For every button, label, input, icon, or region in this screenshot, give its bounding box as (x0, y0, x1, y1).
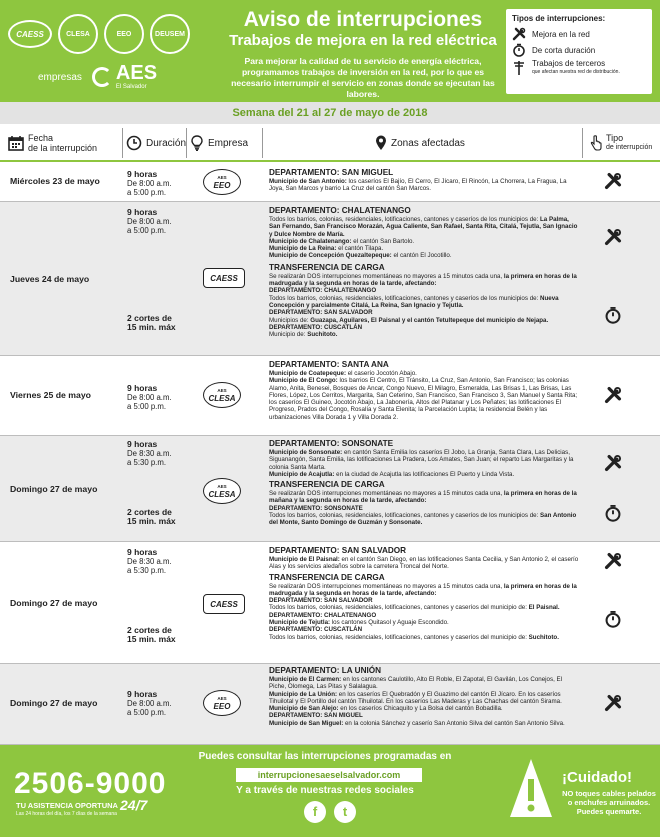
col-tipo: Tipo de interrupción (590, 126, 652, 160)
company-logo: CAESS (203, 268, 245, 288)
hand-point-icon (590, 135, 602, 151)
row-duration: 9 horas De 8:00 a.m. a 5:00 p.m. (127, 689, 172, 717)
tools-icon (604, 552, 622, 570)
affected-zones: DEPARTAMENTO: CHALATENANGO Todos los barrios, colonias, residenciales, lotificaciones, cantones y caseríos de los municipios de: La Palma, San Fernando, San Francisco Morazán, Agua Caliente, San Rafael, Santa Rita, Citalá, Tejutla, San Ignacio y Dulce Nombre de María. Municipio de Chalatenango: el cantón San Bartolo. Municipio de La Reina: el cantón Tilapa. Municipio de Concepción Quezaltepeque: el cantón El Jocotillo. TRANSFERENCIA DE CARGA Se realizarán DOS interrupciones momentáneas no mayores a 15 minutos cada una, la primera en horas de la madrugada y la segunda en horas de la tarde, afectando: DEPARTAMENTO: CHALATENANGO Todos los barrios, colonias, residenciales, lotificaciones, cantones y caseríos de los municipios de: Nueva Concepción y parcialmente Citalá, La Reina, San Ignacio y Tejutla. DEPARTAMENTO: SAN SALVADOR Municipios de: Guazapa, Aguilares, El Paisnal y el cantón Tetultepeque del municipio de Nejapa. DEPARTAMENTO: CUSCATLÁN Municipio de: Suchitoto. (269, 206, 578, 339)
timer-icon (604, 306, 622, 324)
row-short-cuts: 2 cortes de 15 min. máx (127, 313, 176, 332)
legend-item: Mejora en la red (512, 27, 646, 41)
column-divider (186, 128, 187, 158)
table-row (0, 664, 660, 745)
empresas-label: empresas (38, 71, 82, 83)
pole-icon (512, 60, 526, 76)
phone-tagline: TU ASISTENCIA OPORTUNA (16, 801, 118, 810)
timer-icon (604, 504, 622, 522)
warning-icon (508, 757, 554, 819)
timer-icon (512, 43, 526, 57)
company-logo: AES CLESA (203, 478, 241, 504)
intro-text: Para mejorar la calidad de tu servicio de energía eléctrica, programamos trabajos de inversión en la red, por lo que es necesario interrumpir el servicio en zonas donde se ejecutan las labores. (231, 56, 495, 99)
clock-icon (126, 135, 142, 151)
availability-badge: 24/7 (120, 797, 148, 813)
row-duration: 9 horas De 8:00 a.m. a 5:00 p.m. (127, 383, 172, 411)
tools-icon (604, 454, 622, 472)
legend-title: Tipos de interrupciones: (512, 14, 606, 23)
row-duration: 9 horas De 8:00 a.m. a 5:00 p.m. (127, 207, 172, 235)
eeo-logo: EEO (104, 14, 144, 54)
column-divider (582, 128, 583, 158)
caess-logo: CAESS (8, 20, 52, 48)
tools-icon (604, 228, 622, 246)
clesa-logo: CLESA (58, 14, 98, 54)
table-row (0, 436, 660, 542)
warning-title: ¡Cuidado! (562, 769, 632, 786)
interruption-legend (506, 9, 652, 94)
location-pin-icon (375, 135, 387, 151)
column-divider (262, 128, 263, 158)
footer (0, 745, 660, 837)
row-date: Domingo 27 de mayo (10, 698, 98, 708)
tools-icon (604, 172, 622, 190)
twitter-icon[interactable]: t (334, 801, 356, 823)
page-title: Aviso de interrupciones (243, 8, 483, 31)
legend-item: De corta duración (512, 43, 646, 57)
affected-zones: DEPARTAMENTO: SAN MIGUEL Municipio de San Antonio: los caseríos El Bajío, El Cerro, El Jícaro, El Rincón, La Chorrera, La Fragua, La Joya, San Marcos y barrio La Cruz del cantón San Marcos. (269, 168, 567, 193)
affected-zones: DEPARTAMENTO: SAN SALVADOR Municipio de El Paisnal: en el cantón San Diego, en las lotificaciones Santa Cecilia, y San Antonio 2, el caserío Alas y los servicios aledaños sobre la carretera Troncal del Norte. TRANSFERENCIA DE CARGA Se realizarán DOS interrupciones momentáneas no mayores a 15 minutos cada una, la primera en horas de la madrugada y la segunda en horas de la tarde, afectando: DEPARTAMENTO: SAN SALVADOR Todos los barrios, colonias, residenciales, lotificaciones, cantones y caseríos del municipio de: El Paisnal. DEPARTAMENTO: CHALATENANGO Municipio de Tejutla: los cantones Quitasol y Aguaje Escondido. DEPARTAMENTO: CUSCATLÁN Todos los barrios, colonias, residenciales, lotificaciones, cantones y caseríos del municipio de: Suchitoto. (269, 546, 579, 641)
row-duration: 9 horas De 8:00 a.m. a 5:00 p.m. (127, 169, 172, 197)
aes-swirl-icon (92, 67, 112, 87)
legend-item: Trabajos de terceros que afectan nuestra red de distribución. (512, 59, 646, 77)
company-logo: AES EEO (203, 169, 241, 195)
affected-zones: DEPARTAMENTO: LA UNIÓN Municipio de El Carmen: en los cantones Caulotillo, Alto El Roble, El Zapotal, El Gavilán, Los Conejos, El Piche, Olomega, Las Pitas y Salalagua. Municipio de La Unión: en los caseríos El Quebradón y El Guazimo del cantón El Jícaro. En los caseríos Tihuilotal y El Portillo del cantón Tihuilotal. En los caseríos Las Maderas y Las Chachas del cantón Sirama. Municipio de San Alejo: en los caseríos Chicaquito y La Bolsa del cantón Bobadilla. DEPARTAMENTO: SAN MIGUEL Municipio de San Miguel: en la colonia Sánchez y caserío San Antonio Silva del cantón San Antonio Silva. (269, 666, 565, 727)
week-banner: Semana del 21 al 27 de mayo de 2018 (0, 102, 660, 124)
row-date: Miércoles 23 de mayo (10, 176, 100, 186)
row-date: Viernes 25 de mayo (10, 390, 91, 400)
table-row (0, 202, 660, 356)
affected-zones: DEPARTAMENTO: SONSONATE Municipio de Sonsonate: en cantón Santa Emilia los caseríos El Jobo, La Granja, Santa Clara, Las Delicias, Siguanangón, Santa Emilia, las lotificaciones La Pradera, Los Amates, San Juan; el reparto Las Margaritas y la colonia Santa Marta. Municipio de Acajutla: en la ciudad de Acajutla las lotificaciones El Puerto y Linda Vista. TRANSFERENCIA DE CARGA Se realizarán DOS interrupciones momentáneas no mayores a 15 minutos cada una, la primera en horas de la mañana y la segunda en horas de la tarde, afectando: DEPARTAMENTO: SONSONATE Todos los barrios, colonias, residenciales, lotificaciones, cantones y caseríos de los municipios de: San Antonio del Monte, Santo Domingo de Guzmán y Sonsonate. (269, 439, 577, 527)
timer-icon (604, 610, 622, 628)
header (0, 0, 660, 102)
title-block (222, 8, 504, 100)
phone-hours: Las 24 horas del día, los 7 días de la semana (16, 811, 117, 817)
row-short-cuts: 2 cortes de 15 min. máx (127, 507, 176, 526)
row-duration: 9 horas De 8:30 a.m. a 5:30 p.m. (127, 439, 172, 467)
tools-icon (512, 27, 526, 41)
col-duracion: Duración (126, 126, 186, 160)
company-logos (8, 14, 218, 90)
lightbulb-icon (190, 135, 204, 151)
col-zonas: Zonas afectadas (375, 126, 465, 160)
phone-number[interactable]: 2506-9000 (14, 767, 167, 800)
consult-text: Puedes consultar las interrupciones programadas en (198, 751, 452, 762)
warning-text: NO toques cables pelados o enchufes arruinados. Puedes quemarte. (562, 789, 656, 816)
deusem-logo: DEUSEM (150, 14, 190, 54)
facebook-icon[interactable]: f (304, 801, 326, 823)
affected-zones: DEPARTAMENTO: SANTA ANA Municipio de Coatepeque: el caserío Jocotón Abajo. Municipio de El Congo: los barrios El Centro, El Tránsito, La Cruz, San Antonio, San Francisco; las colonias Alamo, Anita, Benesei, Bosques de Ancar, Congo Nuevo, El Milagro, Esmeralda, Las Brisas 1, Las Brisas, Las Flores, López, Los Cerritos, Margarita, San Ceterino, San Francisco, San Francisco 3, San Manuel y Santa Rita; los caseríos El Guineo, Jocotón Abajo, La Jabonería, Altos del Platanar y Los Peñates; las lotificaciones El Progreso, Prados del Congo, Rosalía y Santa Elenita; la Parcelación Lupita; la residencial Belén y las urbanizaciones Villa Dorada 1 y Villa Dorada 2. (269, 360, 578, 421)
table-row (0, 542, 660, 664)
row-short-cuts: 2 cortes de 15 min. máx (127, 625, 176, 644)
table-row (0, 356, 660, 436)
calendar-icon (8, 135, 24, 151)
col-fecha: Fecha de la interrupción (8, 126, 97, 160)
company-logo: CAESS (203, 594, 245, 614)
tools-icon (604, 694, 622, 712)
aes-logo: AES El Salvador (92, 64, 157, 90)
social-text: Y a través de nuestras redes sociales (236, 785, 414, 796)
page-subtitle: Trabajos de mejora en la red eléctrica (229, 32, 497, 49)
table-row (0, 162, 660, 202)
row-date: Domingo 27 de mayo (10, 484, 98, 494)
company-logo: AES EEO (203, 690, 241, 716)
row-date: Jueves 24 de mayo (10, 274, 90, 284)
company-logo: AES CLESA (203, 382, 241, 408)
column-divider (122, 128, 123, 158)
col-empresa: Empresa (190, 126, 248, 160)
website-link[interactable]: interrupcionesaeselsalvador.com (236, 768, 422, 782)
row-duration: 9 horas De 8:30 a.m. a 5:30 p.m. (127, 547, 172, 575)
tools-icon (604, 386, 622, 404)
row-date: Domingo 27 de mayo (10, 598, 98, 608)
